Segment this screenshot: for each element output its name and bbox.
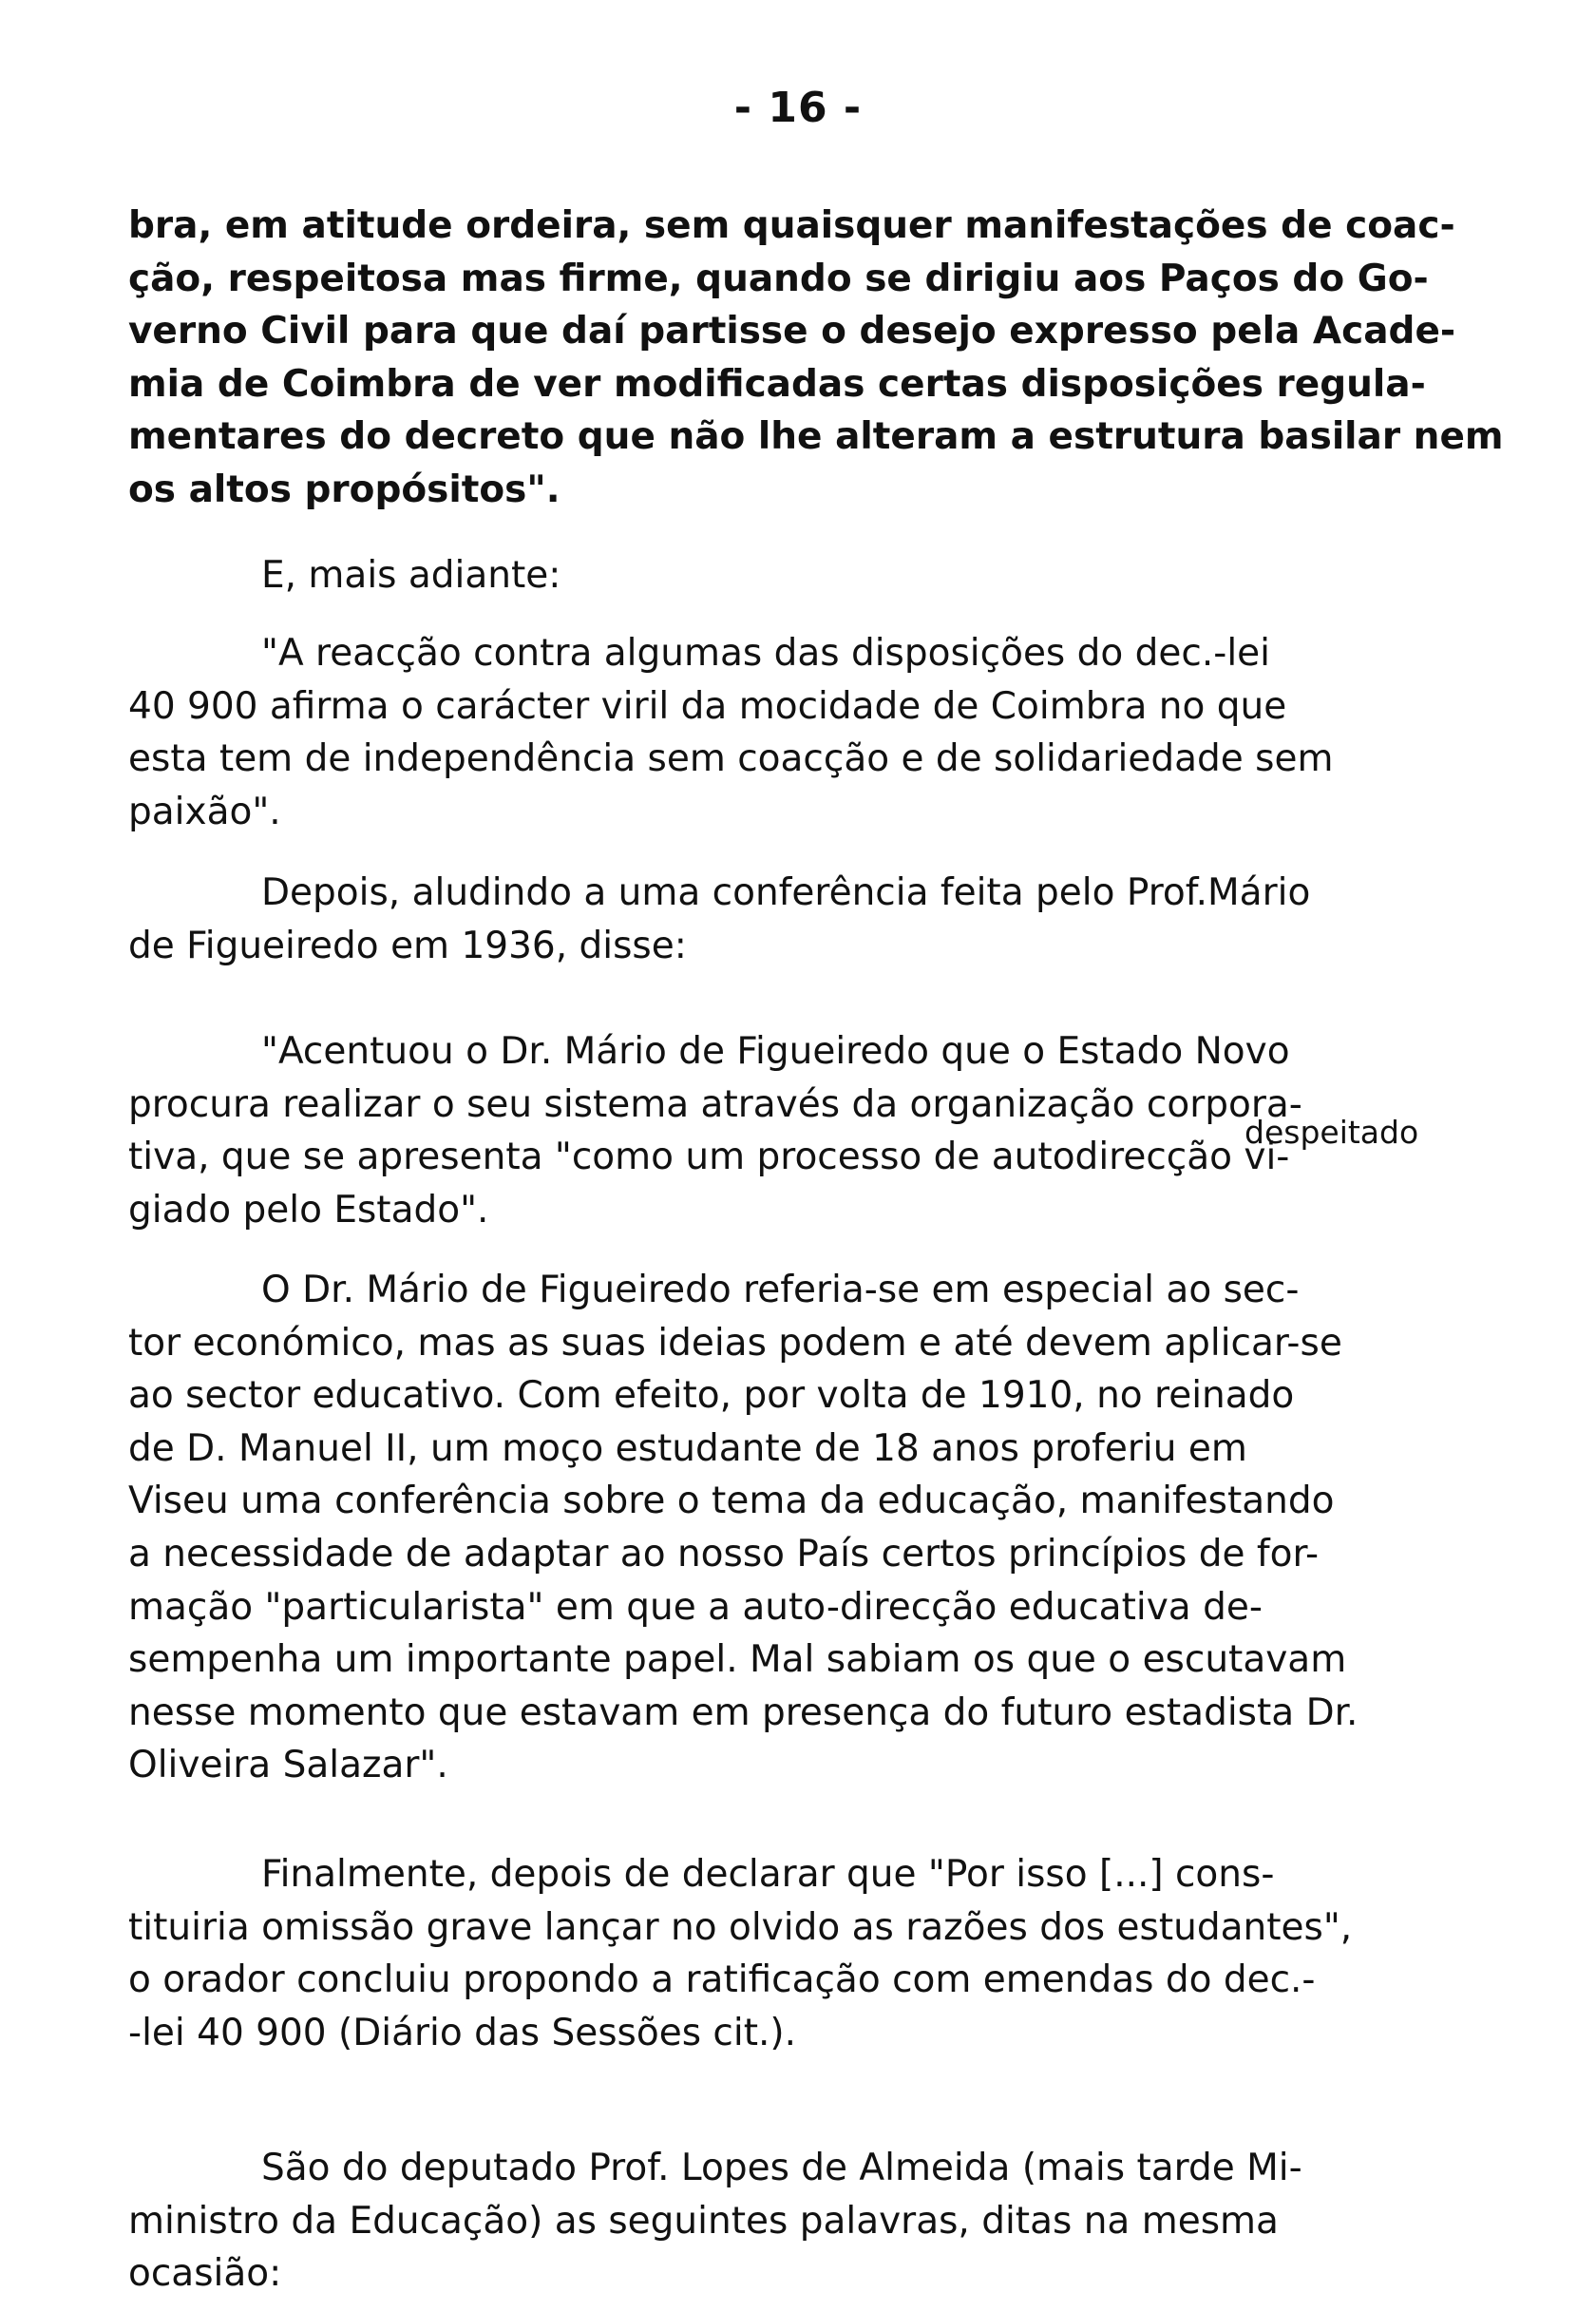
text-line: ao sector educativo. Com efeito, por volta de 1910, no reinado <box>128 1374 1295 1418</box>
handwritten-annotation: despeitado <box>1244 1114 1419 1151</box>
text-line: Oliveira Salazar". <box>128 1744 448 1787</box>
paragraph-body <box>128 1848 1458 2059</box>
text-line: mia de Coimbra de ver modificadas certas disposições regula- <box>128 362 1426 406</box>
text-line: Viseu uma conferência sobre o tema da educação, manifestando <box>128 1480 1335 1523</box>
paragraph-continuation <box>128 200 1504 517</box>
text-line: sempenha um importante papel. Mal sabiam os que o escutavam <box>128 1638 1347 1682</box>
text-line: -lei 40 900 (Diário das Sessões cit.). <box>128 2011 797 2054</box>
text-line: bra, em atitude ordeira, sem quaisquer manifestações de coac- <box>128 204 1455 247</box>
text-line: paixão". <box>128 790 281 833</box>
text-line: ocasião: <box>128 2252 282 2296</box>
text-line: mação "particularista" em que a auto-direcção educativa de- <box>128 1585 1263 1629</box>
paragraph-body <box>128 1264 1458 1792</box>
text-line: de Figueiredo em 1936, disse: <box>128 924 687 967</box>
text-line: ção, respeitosa mas firme, quando se dirigiu aos Paços do Go- <box>128 257 1429 300</box>
text-line: Depois, aludindo a uma conferência feita pelo Prof.Mário <box>261 871 1311 914</box>
text-line: nesse momento que estavam em presença do futuro estadista Dr. <box>128 1690 1358 1734</box>
text-line: verno Civil para que daí partisse o desejo expresso pela Acade- <box>128 310 1456 353</box>
text-line: E, mais adiante: <box>261 554 561 597</box>
text-line: ministro da Educação) as seguintes palavras, ditas na mesma <box>128 2199 1279 2243</box>
page-number: - 16 - <box>733 84 863 132</box>
paragraph-body <box>128 867 1458 972</box>
text-line: tiva, que se apresenta "como um processo de autodirecção vi- <box>128 1136 1290 1179</box>
text-line: tituiria omissão grave lançar no olvido as razões dos estudantes", <box>128 1905 1353 1949</box>
text-line: esta tem de independência sem coacção e de solidariedade sem <box>128 737 1334 781</box>
text-line: mentares do decreto que não lhe alteram a estrutura basilar nem <box>128 415 1504 459</box>
text-line: procura realizar o seu sistema através da organização corpora- <box>128 1082 1302 1126</box>
text-line: tor económico, mas as suas ideias podem e até devem aplicar-se <box>128 1321 1342 1365</box>
text-line: de D. Manuel II, um moço estudante de 18 anos proferiu em <box>128 1426 1247 1470</box>
text-line: O Dr. Mário de Figueiredo referia-se em especial ao sec- <box>261 1269 1300 1311</box>
text-line: giado pelo Estado". <box>128 1188 489 1232</box>
text-line: Finalmente, depois de declarar que "Por isso [...] cons- <box>261 1853 1275 1896</box>
text-line: São do deputado Prof. Lopes de Almeida (mais tarde Mi- <box>261 2147 1302 2189</box>
text-line: "A reacção contra algumas das disposições do dec.-lei <box>261 632 1270 675</box>
paragraph-body <box>128 2142 1458 2301</box>
text-line: o orador concluiu propondo a ratificação com emendas do dec.- <box>128 1958 1316 2002</box>
text-line: a necessidade de adaptar ao nosso País certos princípios de for- <box>128 1532 1320 1576</box>
paragraph-quote <box>128 627 1458 838</box>
paragraph-transition <box>128 549 1458 602</box>
text-line: os altos propósitos". <box>128 468 560 511</box>
text-line: "Acentuou o Dr. Mário de Figueiredo que o Estado Novo <box>261 1030 1290 1073</box>
text-line: 40 900 afirma o carácter viril da mocidade de Coimbra no que <box>128 684 1287 728</box>
